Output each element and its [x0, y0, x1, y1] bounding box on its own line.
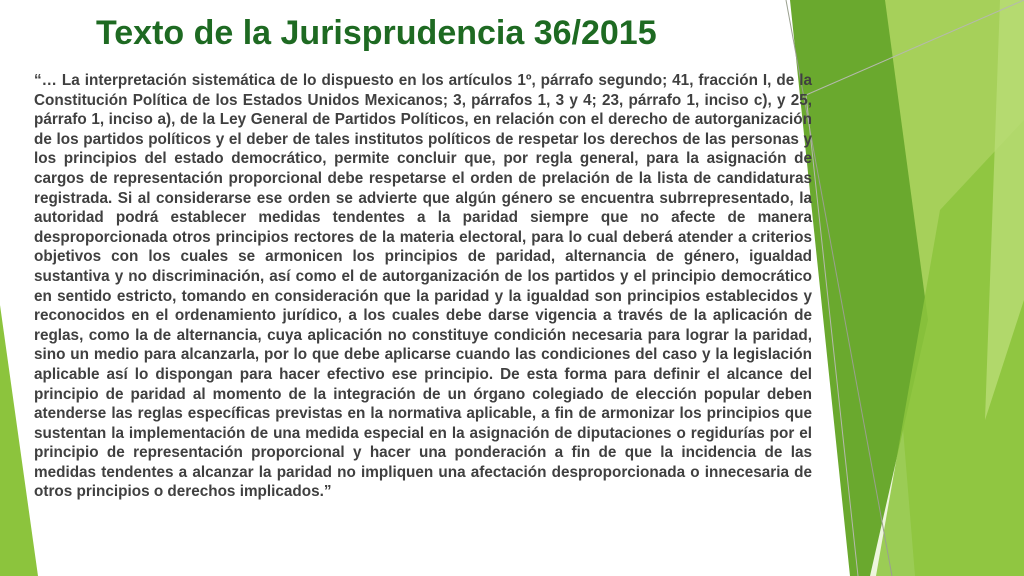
- jurisprudence-text: “… La interpretación sistemática de lo dispuesto en los artículos 1º, párrafo segundo; 41, fracción I, de la Constitución Política de los Estados Unidos Mexicanos; 3, párrafos 1, 3 y 4; 23, párrafo 1, inciso c), y 25, párrafo 1, inciso a), de la Ley General de Partidos Políticos, en relación con el derecho de autorganización de los partidos políticos y el deber de tales institutos políticos de respetar los derechos de las personas y los principios del estado democrático, permite concluir que, por regla general, para la asignación de cargos de representación proporcional debe respetarse el orden de prelación de la lista de candidaturas registrada. Si al considerarse ese orden se advierte que algún género se encuentra subrrepresentado, la autoridad podrá establecer medidas tendentes a la paridad siempre que no afecte de manera desproporcionada otros principios rectores de la materia electoral, para lo cual deberá atender a criterios objetivos con los cuales se armonicen los principios de paridad, alternancia de género, igualdad sustantiva y no discriminación, así como el de autorganización de los partidos y el principio democrático en sentido estricto, tomando en consideración que la paridad y la igualdad son principios establecidos y reconocidos en el ordenamiento jurídico, a los cuales debe darse vigencia a través de la aplicación de reglas, como la de alternancia, cuya aplicación no constituye condición necesaria para lograr la paridad, sino un medio para alcanzarla, por lo que debe aplicarse cuando las condiciones del caso y la legislación aplicable así lo dispongan para hacer efectivo ese principio. De esta forma para definir el alcance del principio de paridad al momento de la integración de un órgano colegiado de elección popular deben atenderse las reglas específicas previstas en la normativa aplicable, a fin de armonizar los principios que sustentan la implementación de una medida especial en la asignación de diputaciones o regidurías por el principio de representación proporcional y hacer una ponderación a fin de que la incidencia de las medidas tendentes a alcanzar la paridad no impliquen una afectación desproporcionada o innecesaria de otros principios o derechos implicados.”: [34, 72, 812, 501]
- slide-title: Texto de la Jurisprudencia 36/2015: [96, 14, 657, 52]
- left-accent-sliver: [0, 305, 38, 576]
